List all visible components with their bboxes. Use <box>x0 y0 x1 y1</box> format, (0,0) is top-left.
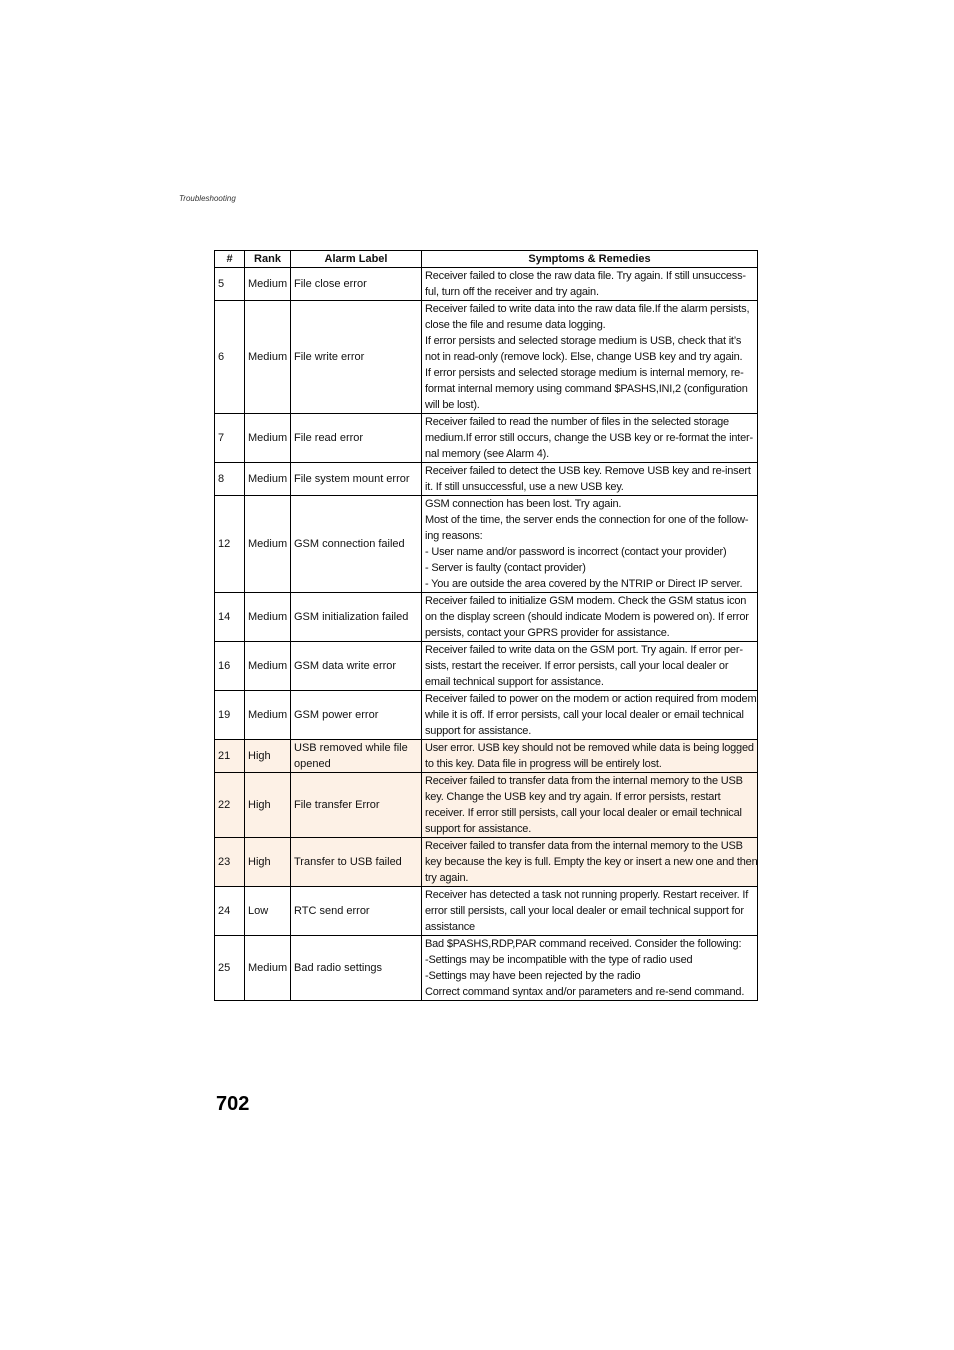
alarm-number: 23 <box>215 838 245 887</box>
header-number: # <box>215 251 245 268</box>
symptom-line: ful, turn off the receiver and try again. <box>425 286 599 298</box>
symptom-line: persists, contact your GPRS provider for assistance. <box>425 627 670 639</box>
table-row <box>215 936 758 1001</box>
alarm-number: 24 <box>215 887 245 936</box>
alarm-label: File write error <box>291 301 422 414</box>
symptom-line: support for assistance. <box>425 823 532 835</box>
alarm-symptoms <box>422 496 758 593</box>
table-row <box>215 593 758 642</box>
alarm-symptoms <box>422 642 758 691</box>
symptom-line: Receiver failed to transfer data from the internal memory to the USB <box>425 840 743 852</box>
symptom-line: GSM connection has been lost. Try again. <box>425 498 622 510</box>
symptom-line: to this key. Data file in progress will be entirely lost. <box>425 758 662 770</box>
table-row <box>215 463 758 496</box>
symptom-line: Receiver has detected a task not running properly. Restart receiver. If <box>425 889 749 901</box>
page-number: 702 <box>216 1093 250 1115</box>
alarm-table-body <box>215 268 758 1001</box>
alarm-rank: Medium <box>245 642 291 691</box>
alarm-label: GSM data write error <box>291 642 422 691</box>
symptom-line: it. If still unsuccessful, use a new USB key. <box>425 481 624 493</box>
symptom-line: Receiver failed to power on the modem or action required from modem <box>425 693 757 705</box>
alarm-label: File close error <box>291 268 422 301</box>
alarm-number: 21 <box>215 740 245 773</box>
symptom-line: Receiver failed to initialize GSM modem. Check the GSM status icon <box>425 595 747 607</box>
alarm-rank: High <box>245 773 291 838</box>
symptom-line: - You are outside the area covered by the NTRIP or Direct IP server. <box>425 578 743 590</box>
alarm-table <box>214 250 758 1001</box>
alarm-number: 25 <box>215 936 245 1001</box>
symptom-line: on the display screen (should indicate Modem is powered on). If error <box>425 611 749 623</box>
table-row <box>215 838 758 887</box>
symptom-line: If error persists and selected storage medium is USB, check that it’s <box>425 335 742 347</box>
header-rank: Rank <box>245 251 291 268</box>
alarm-label: GSM initialization failed <box>291 593 422 642</box>
alarm-label: Transfer to USB failed <box>291 838 422 887</box>
table-row <box>215 496 758 593</box>
alarm-symptoms <box>422 691 758 740</box>
table-row <box>215 268 758 301</box>
alarm-number: 5 <box>215 268 245 301</box>
alarm-symptoms <box>422 740 758 773</box>
alarm-number: 12 <box>215 496 245 593</box>
symptom-line: sists, restart the receiver. If error persists, call your local dealer or <box>425 660 729 672</box>
symptom-line: Receiver failed to close the raw data file. Try again. If still unsuccess- <box>425 270 746 282</box>
symptom-line: -Settings may be incompatible with the type of radio used <box>425 954 693 966</box>
symptom-line: close the file and resume data logging. <box>425 319 606 331</box>
alarm-symptoms <box>422 838 758 887</box>
alarm-rank: High <box>245 740 291 773</box>
symptom-line: while it is off. If error persists, call your local dealer or email technical <box>425 709 744 721</box>
alarm-number: 19 <box>215 691 245 740</box>
alarm-label: GSM power error <box>291 691 422 740</box>
alarm-rank: Medium <box>245 936 291 1001</box>
symptom-line: Correct command syntax and/or parameters and re-send command. <box>425 986 745 998</box>
symptom-line: try again. <box>425 872 469 884</box>
symptom-line: format internal memory using command $PASHS,INI,2 (configuration <box>425 383 748 395</box>
symptom-line: - Server is faulty (contact provider) <box>425 562 586 574</box>
symptom-line: nal memory (see Alarm 4). <box>425 448 549 460</box>
alarm-symptoms <box>422 593 758 642</box>
symptom-line: Receiver failed to read the number of files in the selected storage <box>425 416 729 428</box>
alarm-label: GSM connection failed <box>291 496 422 593</box>
symptom-line: medium.If error still occurs, change the USB key or re-format the inter- <box>425 432 753 444</box>
symptom-line: Receiver failed to detect the USB key. Remove USB key and re-insert <box>425 465 751 477</box>
symptom-line: assistance <box>425 921 475 933</box>
alarm-symptoms <box>422 463 758 496</box>
symptom-line: Most of the time, the server ends the connection for one of the follow- <box>425 514 749 526</box>
symptom-line: Receiver failed to transfer data from the internal memory to the USB <box>425 775 743 787</box>
symptom-line: - User name and/or password is incorrect (contact your provider) <box>425 546 727 558</box>
alarm-symptoms <box>422 301 758 414</box>
table-row <box>215 414 758 463</box>
symptom-line: not in read-only (remove lock). Else, change USB key and try again. <box>425 351 743 363</box>
alarm-label: File transfer Error <box>291 773 422 838</box>
alarm-label: RTC send error <box>291 887 422 936</box>
symptom-line: Receiver failed to write data on the GSM port. Try again. If error per- <box>425 644 743 656</box>
alarm-number: 16 <box>215 642 245 691</box>
alarm-rank: Medium <box>245 414 291 463</box>
table-row <box>215 691 758 740</box>
symptom-line: User error. USB key should not be removed while data is being logged <box>425 742 754 754</box>
alarm-label: File system mount error <box>291 463 422 496</box>
alarm-symptoms <box>422 268 758 301</box>
alarm-label: USB removed while file opened <box>291 740 422 773</box>
alarm-rank: Medium <box>245 268 291 301</box>
table-header-row <box>215 251 758 268</box>
alarm-rank: Low <box>245 887 291 936</box>
table-row <box>215 740 758 773</box>
symptom-line: email technical support for assistance. <box>425 676 604 688</box>
alarm-rank: High <box>245 838 291 887</box>
alarm-number: 8 <box>215 463 245 496</box>
table-row <box>215 642 758 691</box>
symptom-line: support for assistance. <box>425 725 532 737</box>
table-row <box>215 773 758 838</box>
symptom-line: Receiver failed to write data into the raw data file.If the alarm persists, <box>425 303 750 315</box>
alarm-label: Bad radio settings <box>291 936 422 1001</box>
symptom-line: If error persists and selected storage medium is internal memory, re- <box>425 367 744 379</box>
alarm-number: 22 <box>215 773 245 838</box>
symptom-line: Bad $PASHS,RDP,PAR command received. Consider the following: <box>425 938 742 950</box>
alarm-number: 6 <box>215 301 245 414</box>
table-row <box>215 301 758 414</box>
alarm-rank: Medium <box>245 301 291 414</box>
alarm-rank: Medium <box>245 496 291 593</box>
symptom-line: will be lost). <box>425 399 480 411</box>
alarm-number: 14 <box>215 593 245 642</box>
alarm-symptoms <box>422 773 758 838</box>
alarm-symptoms <box>422 887 758 936</box>
table-row <box>215 887 758 936</box>
alarm-number: 7 <box>215 414 245 463</box>
header-symptoms-remedies: Symptoms & Remedies <box>422 251 758 268</box>
symptom-line: ing reasons: <box>425 530 483 542</box>
alarm-rank: Medium <box>245 463 291 496</box>
symptom-line: receiver. If error still persists, call your local dealer or email technical <box>425 807 742 819</box>
symptom-line: -Settings may have been rejected by the radio <box>425 970 641 982</box>
alarm-symptoms <box>422 936 758 1001</box>
symptom-line: error still persists, call your local dealer or email technical support for <box>425 905 744 917</box>
alarm-symptoms <box>422 414 758 463</box>
symptom-line: key because the key is full. Empty the key or insert a new one and then <box>425 856 758 868</box>
header-alarm-label: Alarm Label <box>291 251 422 268</box>
running-header: Troubleshooting <box>179 194 236 203</box>
symptom-line: key. Change the USB key and try again. If error persists, restart <box>425 791 721 803</box>
alarm-rank: Medium <box>245 691 291 740</box>
alarm-label: File read error <box>291 414 422 463</box>
alarm-rank: Medium <box>245 593 291 642</box>
